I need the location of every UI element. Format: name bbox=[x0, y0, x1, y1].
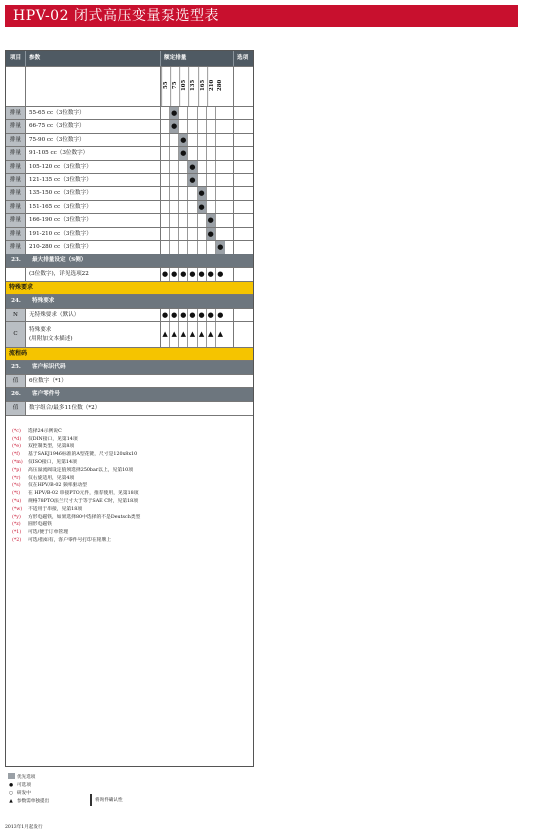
row-param: 105-120 cc（3位数字） bbox=[26, 161, 161, 173]
grid-cell bbox=[216, 134, 225, 146]
note-item bbox=[12, 498, 253, 506]
special-triangle-icon: ▲ bbox=[198, 322, 207, 347]
note-item bbox=[12, 459, 253, 467]
available-dot-icon: ● bbox=[216, 241, 225, 254]
grid-cell bbox=[179, 201, 188, 213]
displacement-row bbox=[6, 214, 253, 227]
available-dot-icon: ● bbox=[207, 268, 216, 280]
special-triangle-icon: ▲ bbox=[188, 322, 197, 347]
section-24-row-n: N 无特殊要求（默认） ● ● ● ● ● ● ● bbox=[6, 309, 253, 322]
available-dot-icon: ● bbox=[170, 309, 179, 321]
section-24-header: 24. 特殊要求 bbox=[6, 295, 253, 309]
section-23-row: (3位数字)，详见选项22 ● ● ● ● ● ● ● bbox=[6, 268, 253, 281]
note-text: 方形电磁铁，如果选择80中选择的不是Deutsch类型 bbox=[28, 514, 141, 520]
size-label: 165 bbox=[198, 67, 207, 106]
note-key: (*e) bbox=[12, 444, 21, 450]
available-dot-icon: ● bbox=[179, 134, 188, 146]
available-dot-icon: ● bbox=[217, 310, 224, 319]
grid-cell bbox=[216, 161, 225, 173]
displacement-row bbox=[6, 174, 253, 187]
legend bbox=[5, 774, 49, 806]
displacement-row bbox=[6, 147, 253, 160]
grid-cell bbox=[198, 107, 207, 119]
available-dot-icon: ● bbox=[170, 120, 179, 132]
legend-text: 优先选项 bbox=[17, 775, 36, 780]
available-dot-icon: ● bbox=[188, 268, 197, 280]
grid-cell bbox=[170, 187, 179, 199]
note-text: 仅右旋适用，见第4项 bbox=[28, 475, 75, 481]
row-code: 排量 bbox=[6, 241, 26, 254]
grid-cell bbox=[161, 120, 170, 132]
note-key: (*z) bbox=[12, 522, 21, 528]
header-code: 项目 bbox=[6, 51, 26, 66]
grid-cell bbox=[216, 147, 225, 159]
note-key: (*w) bbox=[12, 506, 23, 512]
note-key: (*t) bbox=[12, 491, 21, 497]
displacement-row bbox=[6, 134, 253, 147]
available-dot-icon: ● bbox=[161, 309, 170, 321]
grid-cell bbox=[161, 134, 170, 146]
available-dot-icon: ● bbox=[198, 201, 207, 213]
row-code: 排量 bbox=[6, 120, 26, 132]
size-label: 135 bbox=[188, 67, 197, 106]
grid-cell bbox=[170, 134, 179, 146]
grid-cell bbox=[188, 214, 197, 226]
grid-cell bbox=[161, 161, 170, 173]
note-text: 仅ISO接口，见第14项 bbox=[28, 460, 77, 466]
available-dot-icon: ● bbox=[179, 147, 188, 159]
available-dot-icon: ● bbox=[161, 268, 170, 280]
grid-cell bbox=[198, 120, 207, 132]
grid-cell bbox=[188, 147, 197, 159]
special-triangle-icon: ▲ bbox=[161, 322, 170, 347]
note-item bbox=[12, 490, 253, 498]
available-dot-icon: ● bbox=[198, 187, 207, 199]
special-triangle-icon: ▲ bbox=[207, 322, 216, 347]
note-key: (*y) bbox=[12, 514, 21, 520]
available-dot-icon: ● bbox=[198, 309, 207, 321]
note-text: 不适用于串接，见第18项 bbox=[28, 506, 83, 512]
available-dot-icon: ● bbox=[217, 270, 224, 279]
header-opt: 选项 bbox=[237, 55, 249, 61]
note-text: 仅DIN接口，见第14项 bbox=[28, 436, 78, 442]
grid-cell bbox=[170, 228, 179, 240]
section-24-row-c: C 特殊要求 (用附加文本描述) ▲ ▲ ▲ ▲ ▲ ▲ ▲ bbox=[6, 322, 253, 348]
row-code: 排量 bbox=[6, 161, 26, 173]
available-dot-icon: ● bbox=[198, 268, 207, 280]
note-item bbox=[12, 521, 253, 529]
grid-cell bbox=[216, 187, 225, 199]
grid-cell bbox=[170, 214, 179, 226]
size-label: 210 bbox=[207, 67, 216, 106]
available-dot-icon: ● bbox=[188, 309, 197, 321]
grid-cell bbox=[161, 107, 170, 119]
available-dot-icon: ● bbox=[179, 268, 188, 280]
displacement-row bbox=[6, 120, 253, 133]
grid-cell bbox=[207, 201, 216, 213]
note-item bbox=[12, 428, 253, 436]
grid-cell bbox=[161, 241, 170, 254]
row-code: 排量 bbox=[6, 147, 26, 159]
special-requirements-band: 特殊要求 bbox=[6, 282, 253, 295]
size-label: 105 bbox=[179, 67, 188, 106]
available-dot-icon: ● bbox=[207, 309, 216, 321]
available-dot-icon: ● bbox=[188, 161, 197, 173]
grid-cell bbox=[179, 107, 188, 119]
displacement-row bbox=[6, 228, 253, 241]
grid-cell bbox=[161, 228, 170, 240]
legend-bracket: 将询件确认性 bbox=[90, 794, 123, 806]
notes-list bbox=[6, 416, 253, 766]
gray-square-icon bbox=[8, 773, 15, 779]
note-text: 圆形电磁铁 bbox=[28, 522, 52, 528]
note-item bbox=[12, 506, 253, 514]
note-key: (*d) bbox=[12, 436, 22, 442]
row-code: 排量 bbox=[6, 228, 26, 240]
special-triangle-icon: ▲ bbox=[170, 322, 179, 347]
grid-cell bbox=[207, 174, 216, 186]
legend-symbol-icon: ○ bbox=[8, 791, 13, 796]
grid-cell bbox=[216, 201, 225, 213]
grid-cell bbox=[188, 201, 197, 213]
grid-cell bbox=[198, 228, 207, 240]
row-param: 91-105 cc（3位数字） bbox=[26, 147, 161, 159]
section-26-row: 值 数字组合/最多11位数（*2） bbox=[6, 402, 253, 415]
available-dot-icon: ● bbox=[179, 309, 188, 321]
grid-cell bbox=[198, 241, 207, 254]
grid-cell bbox=[188, 228, 197, 240]
grid-cell bbox=[170, 174, 179, 186]
note-key: (*r) bbox=[12, 475, 21, 481]
grid-cell bbox=[207, 134, 216, 146]
grid-cell bbox=[179, 120, 188, 132]
grid-cell bbox=[207, 241, 216, 254]
row-param: 121-135 cc（3位数字） bbox=[26, 174, 161, 186]
section-23-header: 23. 最大排量设定（S侧） bbox=[6, 254, 253, 268]
grid-cell bbox=[216, 120, 225, 132]
row-param: 151-165 cc（3位数字） bbox=[26, 201, 161, 213]
note-key: (*f) bbox=[12, 452, 20, 458]
grid-cell bbox=[207, 107, 216, 119]
row-code: 排量 bbox=[6, 214, 26, 226]
note-key: (*2) bbox=[12, 538, 22, 544]
row-param: 66-75 cc（3位数字） bbox=[26, 120, 161, 132]
grid-cell bbox=[216, 107, 225, 119]
note-item bbox=[12, 443, 253, 451]
grid-cell bbox=[198, 174, 207, 186]
available-dot-icon: ● bbox=[170, 107, 179, 119]
note-text: 选择24示例说C bbox=[28, 428, 62, 434]
header-param: 参数 bbox=[26, 51, 161, 66]
available-dot-icon: ● bbox=[170, 268, 179, 280]
note-item bbox=[12, 482, 253, 490]
size-label: 75 bbox=[170, 67, 179, 106]
note-item bbox=[12, 529, 253, 537]
grid-cell bbox=[188, 120, 197, 132]
note-item bbox=[12, 451, 253, 459]
legend-item bbox=[5, 774, 49, 782]
size-label: 280 bbox=[216, 79, 223, 91]
bracket-icon bbox=[90, 794, 92, 806]
row-code: 排量 bbox=[6, 187, 26, 199]
displacement-row bbox=[6, 241, 253, 254]
row-param: 210-280 cc（3位数字） bbox=[26, 241, 161, 254]
note-text: 可选/指如有，客户零件号打印在铭牌上 bbox=[28, 538, 112, 544]
legend-text: 可选项 bbox=[17, 783, 31, 788]
grid-cell bbox=[170, 241, 179, 254]
grid-cell bbox=[207, 161, 216, 173]
grid-cell bbox=[179, 187, 188, 199]
displacement-row bbox=[6, 201, 253, 214]
grid-cell bbox=[207, 120, 216, 132]
grid-cell bbox=[188, 187, 197, 199]
section-26-header: 26. 客户零件号 bbox=[6, 388, 253, 402]
note-text: 双控制类型，见第8项 bbox=[28, 444, 75, 450]
flow-code-band: 流程码 bbox=[6, 348, 253, 361]
available-dot-icon: ● bbox=[188, 174, 197, 186]
row-code: 排量 bbox=[6, 107, 26, 119]
displacement-row bbox=[6, 161, 253, 174]
legend-text: 参数需单独提出 bbox=[17, 799, 50, 804]
grid-cell bbox=[179, 228, 188, 240]
legend-symbol-icon: ● bbox=[8, 783, 13, 788]
legend-symbol-icon: ▲ bbox=[9, 799, 13, 804]
special-triangle-icon: ▲ bbox=[217, 330, 223, 339]
row-param: 55-65 cc（3位数字） bbox=[26, 107, 161, 119]
section-25-header: 25. 客户标识代码 bbox=[6, 361, 253, 375]
grid-cell bbox=[198, 214, 207, 226]
selection-table bbox=[5, 50, 254, 767]
grid-cell bbox=[216, 228, 225, 240]
table-header bbox=[6, 51, 253, 67]
size-label: 55 bbox=[161, 67, 170, 106]
note-text: 高压溢流阀设定值须选择250bar以上，见第10项 bbox=[28, 467, 134, 473]
sizes-row bbox=[6, 67, 253, 107]
legend-item bbox=[5, 798, 49, 806]
grid-cell bbox=[198, 161, 207, 173]
page-title: HPV-02 闭式高压变量泵选型表 bbox=[5, 5, 518, 27]
note-key: (*1) bbox=[12, 530, 22, 536]
legend-item bbox=[5, 790, 49, 798]
grid-cell bbox=[179, 214, 188, 226]
grid-cell bbox=[188, 134, 197, 146]
note-key: (*u) bbox=[12, 499, 22, 505]
available-dot-icon: ● bbox=[207, 228, 216, 240]
note-key: (*s) bbox=[12, 483, 21, 489]
legend-text: 研发中 bbox=[17, 791, 31, 796]
displacement-row bbox=[6, 107, 253, 120]
grid-cell bbox=[161, 214, 170, 226]
header-grid: 额定排量 bbox=[161, 51, 234, 66]
note-text: 在 HPV/B-02 串接PTO元件，推荐使用，见第18项 bbox=[28, 491, 139, 497]
special-triangle-icon: ▲ bbox=[179, 322, 188, 347]
note-text: 基于SAEJ1946标准的A型花键，尺寸是120x8x10 bbox=[28, 452, 138, 458]
row-code: 排量 bbox=[6, 134, 26, 146]
grid-cell bbox=[188, 241, 197, 254]
note-item bbox=[12, 467, 253, 475]
row-code: 排量 bbox=[6, 201, 26, 213]
row-param: 75-90 cc（3位数字） bbox=[26, 134, 161, 146]
row-code: 排量 bbox=[6, 174, 26, 186]
grid-cell bbox=[216, 214, 225, 226]
note-text: 仅在HPV/B-02 频率驱动型 bbox=[28, 483, 87, 489]
note-item bbox=[12, 537, 253, 545]
grid-cell bbox=[179, 174, 188, 186]
grid-cell bbox=[170, 161, 179, 173]
grid-cell bbox=[216, 174, 225, 186]
legend-item bbox=[5, 782, 49, 790]
note-key: (*m) bbox=[12, 460, 23, 466]
grid-cell bbox=[161, 147, 170, 159]
grid-cell bbox=[207, 187, 216, 199]
grid-cell bbox=[179, 241, 188, 254]
grid-cell bbox=[161, 187, 170, 199]
row-param: 166-190 cc（3位数字） bbox=[26, 214, 161, 226]
note-text: 可选/便于订单管理 bbox=[28, 530, 68, 536]
grid-cell bbox=[161, 174, 170, 186]
grid-cell bbox=[198, 134, 207, 146]
row-param: 135-150 cc（3位数字） bbox=[26, 187, 161, 199]
note-item bbox=[12, 475, 253, 483]
footer-date: 2013年1月起发行 bbox=[5, 825, 43, 830]
note-text: 规格78PTO法兰尺寸大于等于SAE C时，见第18项 bbox=[28, 499, 138, 505]
grid-cell bbox=[188, 107, 197, 119]
grid-cell bbox=[198, 147, 207, 159]
note-item bbox=[12, 436, 253, 444]
displacement-row bbox=[6, 187, 253, 200]
note-item bbox=[12, 514, 253, 522]
note-key: (*c) bbox=[12, 428, 21, 434]
grid-cell bbox=[170, 147, 179, 159]
grid-cell bbox=[179, 161, 188, 173]
note-key: (*p) bbox=[12, 467, 22, 473]
section-25-row: 值 6位数字（*1） bbox=[6, 375, 253, 388]
available-dot-icon: ● bbox=[207, 214, 216, 226]
grid-cell bbox=[161, 201, 170, 213]
grid-cell bbox=[170, 201, 179, 213]
grid-cell bbox=[207, 147, 216, 159]
row-param: 191-210 cc（3位数字） bbox=[26, 228, 161, 240]
